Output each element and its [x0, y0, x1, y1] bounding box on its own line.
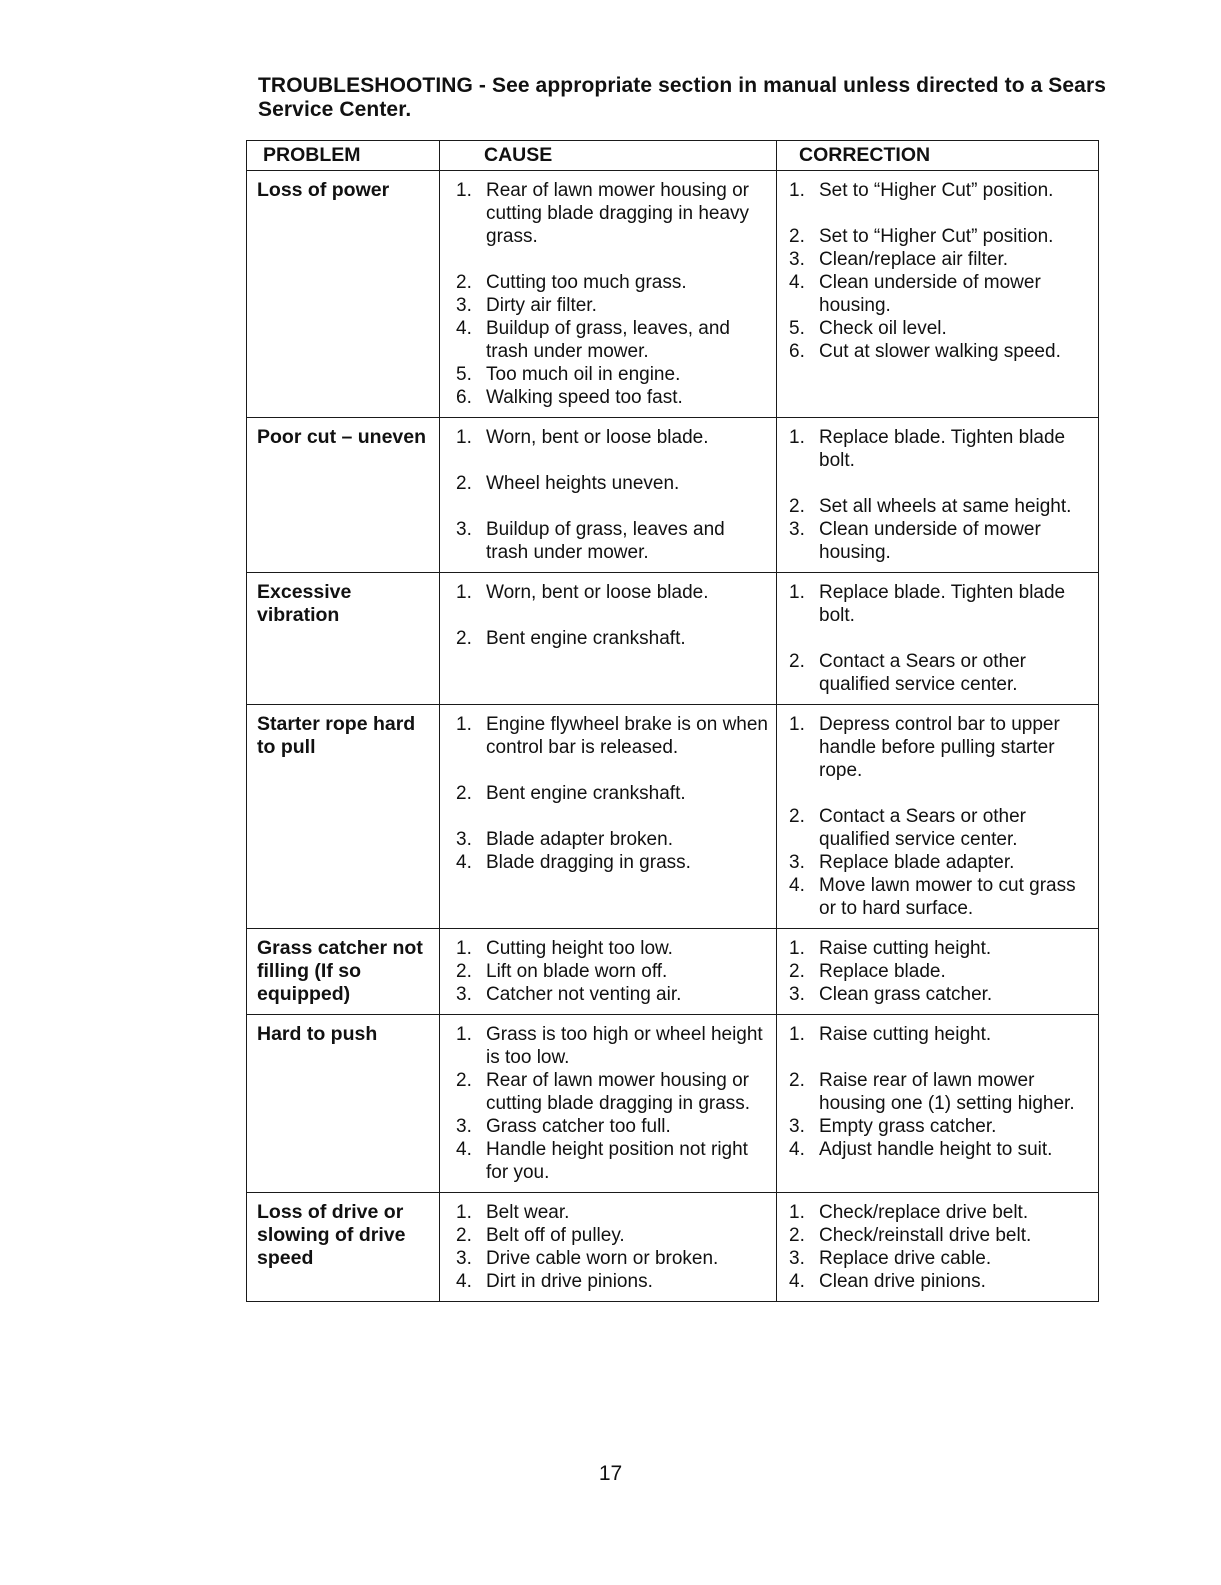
cause-list: [454, 1201, 770, 1293]
item-text: Bent engine crankshaft.: [486, 628, 686, 649]
correction-item: [787, 983, 1092, 1006]
correction-item: [787, 225, 1092, 248]
troubleshooting-table: [246, 140, 1099, 1302]
cause-item: [454, 627, 770, 650]
correction-item: [787, 713, 1092, 782]
item-number: 2.: [456, 1070, 472, 1091]
item-text: Check/replace drive belt.: [819, 1202, 1029, 1223]
cause-item: [454, 472, 770, 495]
correction-cell: [777, 705, 1099, 929]
item-number: 1.: [456, 1202, 472, 1223]
correction-cell: [777, 573, 1099, 705]
page-number: 17: [598, 1462, 623, 1485]
item-text: Walking speed too fast.: [486, 387, 683, 408]
correction-list: [787, 179, 1092, 363]
cause-item: [454, 386, 770, 409]
cause-item: [454, 179, 770, 248]
item-text: Clean drive pinions.: [819, 1271, 986, 1292]
cause-item: [454, 983, 770, 1006]
cause-cell: [440, 1015, 777, 1193]
item-text: Handle height position not right for you.: [486, 1139, 748, 1183]
table-row: [247, 1193, 1099, 1302]
item-number: 4.: [456, 1139, 472, 1160]
item-text: Lift on blade worn off.: [486, 961, 668, 982]
item-number: 1.: [789, 714, 805, 735]
item-text: Grass is too high or wheel height is too low.: [486, 1024, 763, 1068]
table-header-row: [247, 141, 1099, 171]
item-number: 4.: [456, 852, 472, 873]
cause-cell: [440, 171, 777, 418]
item-text: Clean/replace air filter.: [819, 249, 1009, 270]
item-text: Check oil level.: [819, 318, 947, 339]
item-number: 2.: [456, 473, 472, 494]
item-text: Buildup of grass, leaves and trash under mower.: [486, 519, 725, 563]
item-number: 1.: [789, 1202, 805, 1223]
item-number: 1.: [789, 938, 805, 959]
item-text: Adjust handle height to suit.: [819, 1139, 1053, 1160]
item-number: 1.: [789, 427, 805, 448]
item-number: 5.: [456, 364, 472, 385]
item-number: 1.: [456, 180, 472, 201]
cause-item: [454, 1069, 770, 1115]
cause-item: [454, 828, 770, 851]
item-number: 1.: [456, 582, 472, 603]
item-text: Cut at slower walking speed.: [819, 341, 1061, 362]
item-number: 3.: [456, 1248, 472, 1269]
cause-cell: [440, 418, 777, 573]
correction-item: [787, 495, 1092, 518]
correction-item: [787, 1115, 1092, 1138]
item-text: Dirt in drive pinions.: [486, 1271, 653, 1292]
correction-cell: [777, 929, 1099, 1015]
item-number: 1.: [789, 180, 805, 201]
cause-list: [454, 1023, 770, 1184]
item-number: 3.: [456, 519, 472, 540]
cause-item: [454, 1138, 770, 1184]
item-number: 3.: [789, 852, 805, 873]
table-row: [247, 1015, 1099, 1193]
cause-item: [454, 851, 770, 874]
item-text: Blade adapter broken.: [486, 829, 673, 850]
correction-item: [787, 874, 1092, 920]
correction-item: [787, 1224, 1092, 1247]
item-number: 1.: [456, 938, 472, 959]
item-number: 3.: [789, 249, 805, 270]
cause-item: [454, 960, 770, 983]
item-text: Replace blade. Tighten blade bolt.: [819, 582, 1066, 626]
cause-cell: [440, 573, 777, 705]
item-number: 3.: [789, 984, 805, 1005]
item-text: Worn, bent or loose blade.: [486, 582, 709, 603]
item-number: 2.: [456, 961, 472, 982]
cause-list: [454, 937, 770, 1006]
item-number: 3.: [789, 1116, 805, 1137]
correction-list: [787, 1023, 1092, 1161]
correction-item: [787, 426, 1092, 472]
item-text: Set to “Higher Cut” position.: [819, 226, 1054, 247]
correction-list: [787, 581, 1092, 696]
item-number: 4.: [456, 1271, 472, 1292]
correction-item: [787, 340, 1092, 363]
item-number: 2.: [789, 1225, 805, 1246]
cause-item: [454, 1270, 770, 1293]
correction-list: [787, 713, 1092, 920]
item-number: 6.: [456, 387, 472, 408]
problem-cell: Starter rope hard to pull: [247, 705, 440, 929]
problem-cell: Grass catcher not filling (If so equipped): [247, 929, 440, 1015]
item-number: 5.: [789, 318, 805, 339]
item-number: 2.: [789, 651, 805, 672]
item-number: 4.: [789, 272, 805, 293]
correction-item: [787, 1270, 1092, 1293]
item-number: 3.: [789, 1248, 805, 1269]
item-text: Contact a Sears or other qualified service center.: [819, 651, 1026, 695]
item-text: Cutting height too low.: [486, 938, 673, 959]
problem-cell: Loss of power: [247, 171, 440, 418]
item-number: 6.: [789, 341, 805, 362]
problem-cell: Excessive vibration: [247, 573, 440, 705]
correction-item: [787, 937, 1092, 960]
item-number: 3.: [789, 519, 805, 540]
item-text: Engine flywheel brake is on when control bar is released.: [486, 714, 769, 758]
item-text: Wheel heights uneven.: [486, 473, 680, 494]
item-number: 2.: [789, 806, 805, 827]
item-text: Replace drive cable.: [819, 1248, 992, 1269]
problem-cell: Poor cut – uneven: [247, 418, 440, 573]
item-number: 2.: [789, 1070, 805, 1091]
header-cause: CAUSE: [440, 141, 777, 171]
item-number: 2.: [456, 1225, 472, 1246]
item-text: Rear of lawn mower housing or cutting blade dragging in heavy grass.: [486, 180, 750, 247]
item-number: 4.: [789, 875, 805, 896]
cause-item: [454, 271, 770, 294]
item-number: 2.: [789, 496, 805, 517]
cause-list: [454, 581, 770, 650]
item-number: 1.: [456, 427, 472, 448]
correction-cell: [777, 1193, 1099, 1302]
item-number: 3.: [456, 984, 472, 1005]
table-row: [247, 573, 1099, 705]
correction-cell: [777, 1015, 1099, 1193]
table-row: [247, 705, 1099, 929]
cause-item: [454, 937, 770, 960]
cause-cell: [440, 929, 777, 1015]
item-text: Buildup of grass, leaves, and trash under mower.: [486, 318, 730, 362]
item-number: 4.: [789, 1139, 805, 1160]
correction-cell: [777, 171, 1099, 418]
problem-cell: Hard to push: [247, 1015, 440, 1193]
table-row: [247, 171, 1099, 418]
cause-item: [454, 363, 770, 386]
item-text: Dirty air filter.: [486, 295, 597, 316]
table-row: [247, 418, 1099, 573]
item-number: 3.: [456, 829, 472, 850]
correction-list: [787, 1201, 1092, 1293]
item-text: Grass catcher too full.: [486, 1116, 671, 1137]
item-text: Cutting too much grass.: [486, 272, 687, 293]
cause-item: [454, 1115, 770, 1138]
item-number: 1.: [456, 1024, 472, 1045]
cause-item: [454, 1201, 770, 1224]
item-text: Clean underside of mower housing.: [819, 272, 1041, 316]
cause-item: [454, 426, 770, 449]
item-text: Bent engine crankshaft.: [486, 783, 686, 804]
cause-item: [454, 713, 770, 759]
item-number: 2.: [456, 628, 472, 649]
item-text: Depress control bar to upper handle before pulling starter rope.: [819, 714, 1060, 781]
problem-cell: Loss of drive or slowing of drive speed: [247, 1193, 440, 1302]
item-text: Raise cutting height.: [819, 938, 992, 959]
item-text: Set all wheels at same height.: [819, 496, 1072, 517]
item-text: Replace blade. Tighten blade bolt.: [819, 427, 1066, 471]
item-number: 4.: [789, 1271, 805, 1292]
correction-item: [787, 1138, 1092, 1161]
item-text: Too much oil in engine.: [486, 364, 681, 385]
correction-list: [787, 937, 1092, 1006]
correction-item: [787, 960, 1092, 983]
cause-item: [454, 1224, 770, 1247]
table-body: [247, 171, 1099, 1302]
cause-list: [454, 713, 770, 874]
correction-item: [787, 248, 1092, 271]
item-text: Replace blade.: [819, 961, 946, 982]
cause-item: [454, 1023, 770, 1069]
correction-item: [787, 1069, 1092, 1115]
cause-item: [454, 294, 770, 317]
item-text: Blade dragging in grass.: [486, 852, 691, 873]
item-text: Contact a Sears or other qualified service center.: [819, 806, 1026, 850]
cause-list: [454, 179, 770, 409]
item-text: Drive cable worn or broken.: [486, 1248, 719, 1269]
item-text: Belt wear.: [486, 1202, 570, 1223]
correction-item: [787, 317, 1092, 340]
item-text: Belt off of pulley.: [486, 1225, 625, 1246]
table-row: [247, 929, 1099, 1015]
item-text: Worn, bent or loose blade.: [486, 427, 709, 448]
item-number: 2.: [789, 226, 805, 247]
item-text: Raise cutting height.: [819, 1024, 992, 1045]
correction-item: [787, 1201, 1092, 1224]
correction-item: [787, 851, 1092, 874]
item-text: Clean underside of mower housing.: [819, 519, 1041, 563]
item-number: 3.: [456, 295, 472, 316]
item-text: Move lawn mower to cut grass or to hard surface.: [819, 875, 1076, 919]
page-title: TROUBLESHOOTING - See appropriate section in manual unless directed to a Sears Service Center.: [258, 74, 1106, 121]
item-number: 1.: [789, 582, 805, 603]
correction-item: [787, 581, 1092, 627]
correction-item: [787, 271, 1092, 317]
item-text: Raise rear of lawn mower housing one (1) setting higher.: [819, 1070, 1075, 1114]
correction-item: [787, 805, 1092, 851]
cause-item: [454, 782, 770, 805]
item-number: 2.: [789, 961, 805, 982]
cause-item: [454, 317, 770, 363]
header-problem: PROBLEM: [247, 141, 440, 171]
cause-cell: [440, 705, 777, 929]
item-text: Empty grass catcher.: [819, 1116, 997, 1137]
correction-list: [787, 426, 1092, 564]
cause-cell: [440, 1193, 777, 1302]
item-text: Clean grass catcher.: [819, 984, 993, 1005]
item-text: Set to “Higher Cut” position.: [819, 180, 1054, 201]
cause-item: [454, 1247, 770, 1270]
item-number: 2.: [456, 272, 472, 293]
correction-item: [787, 518, 1092, 564]
cause-item: [454, 518, 770, 564]
item-text: Catcher not venting air.: [486, 984, 682, 1005]
correction-item: [787, 1247, 1092, 1270]
correction-item: [787, 1023, 1092, 1046]
correction-cell: [777, 418, 1099, 573]
item-number: 2.: [456, 783, 472, 804]
cause-item: [454, 581, 770, 604]
cause-list: [454, 426, 770, 564]
item-number: 3.: [456, 1116, 472, 1137]
item-text: Rear of lawn mower housing or cutting blade dragging in grass.: [486, 1070, 751, 1114]
item-number: 1.: [456, 714, 472, 735]
item-text: Check/reinstall drive belt.: [819, 1225, 1032, 1246]
item-number: 1.: [789, 1024, 805, 1045]
correction-item: [787, 179, 1092, 202]
item-text: Replace blade adapter.: [819, 852, 1015, 873]
item-number: 4.: [456, 318, 472, 339]
header-correction: CORRECTION: [777, 141, 1099, 171]
correction-item: [787, 650, 1092, 696]
